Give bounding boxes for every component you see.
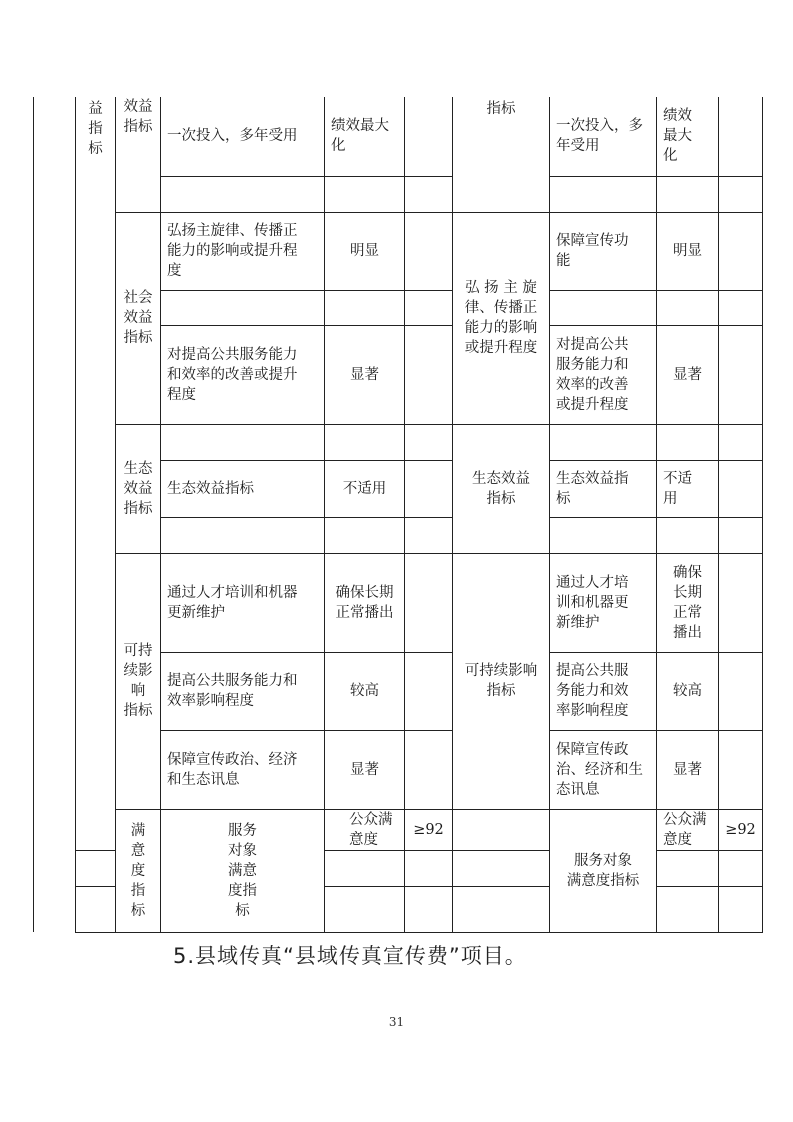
blank-cell <box>719 325 763 424</box>
indicator-cell-2: 通过人才培 训和机器更 新维护 <box>550 553 657 652</box>
subcategory-sustainable: 可持 续影 响 指标 <box>116 553 161 809</box>
blank-cell <box>405 553 453 652</box>
value-cell: 确保长期 正常播出 <box>325 553 405 652</box>
blank-cell <box>405 212 453 290</box>
value-cell <box>325 517 405 553</box>
category-satisfaction: 满 意 度 指 标 <box>116 809 161 932</box>
blank-cell <box>405 97 453 176</box>
blank-cell <box>719 850 763 886</box>
indicator-cell-2: 一次投入，多 年受用 <box>550 97 657 176</box>
value-cell <box>325 176 405 212</box>
subcategory-economic: 效益 指标 <box>116 97 161 212</box>
value-cell-2: 绩效 最大 化 <box>657 97 719 176</box>
indicator-cell <box>161 176 325 212</box>
blank-cell <box>719 517 763 553</box>
indicator-cell-2 <box>550 176 657 212</box>
blank-cell <box>719 424 763 460</box>
value-cell <box>325 886 405 932</box>
blank-cell <box>405 176 453 212</box>
blank-cell <box>453 809 550 850</box>
section-heading: 5.县域传真“县域传真宣传费”项目。 <box>173 944 527 968</box>
indicator-cell-2: 生态效益指 标 <box>550 460 657 517</box>
indicator-cell <box>76 850 116 886</box>
mid-category-sustainable: 可持续影响 指标 <box>453 553 550 809</box>
blank-cell <box>719 652 763 730</box>
value-cell: 不适用 <box>325 460 405 517</box>
blank-cell <box>405 850 453 886</box>
indicator-cell: 保障宣传政治、经济 和生态讯息 <box>161 730 325 809</box>
blank-cell <box>405 886 453 932</box>
indicator-cell-2 <box>453 850 550 886</box>
value-cell-2 <box>657 290 719 325</box>
value-cell-2: 不适 用 <box>657 460 719 517</box>
mid-category-ecological: 生态效益 指标 <box>453 424 550 553</box>
blank-cell <box>405 424 453 460</box>
value-cell-2: ≥92 <box>719 809 763 850</box>
blank-cell <box>719 730 763 809</box>
indicator-cell: 公众满意度 <box>325 809 405 850</box>
value-cell: 显著 <box>325 730 405 809</box>
subcategory-service-satisfaction: 服务 对象 满意 度指 标 <box>161 809 325 932</box>
indicator-cell-2: 保障宣传政 治、经济和生 态讯息 <box>550 730 657 809</box>
blank-cell <box>719 97 763 176</box>
value-cell <box>325 850 405 886</box>
indicator-cell <box>76 886 116 932</box>
indicator-cell <box>161 290 325 325</box>
blank-cell <box>405 730 453 809</box>
blank-cell <box>719 176 763 212</box>
value-cell-2: 确保 长期 正常 播出 <box>657 553 719 652</box>
blank-cell <box>719 886 763 932</box>
mid-category-satisfaction: 服务对象 满意度指标 <box>550 809 657 932</box>
indicator-cell-2 <box>550 424 657 460</box>
indicator-cell-2: 保障宣传功 能 <box>550 212 657 290</box>
indicator-cell-2 <box>550 290 657 325</box>
blank-cell <box>405 325 453 424</box>
indicator-cell <box>161 424 325 460</box>
indicator-cell-2: 对提高公共 服务能力和 效率的改善 或提升程度 <box>550 325 657 424</box>
mid-category-social: 弘 扬 主 旋 律、传播正 能力的影响 或提升程度 <box>453 212 550 424</box>
blank-cell <box>719 553 763 652</box>
value-cell-2 <box>657 424 719 460</box>
value-cell-2: 较高 <box>657 652 719 730</box>
blank-cell <box>405 517 453 553</box>
value-cell: 显著 <box>325 325 405 424</box>
value-cell-2 <box>657 176 719 212</box>
indicator-cell: 生态效益指标 <box>161 460 325 517</box>
indicator-cell: 对提高公共服务能力 和效率的改善或提升 程度 <box>161 325 325 424</box>
value-cell-2 <box>657 886 719 932</box>
indicator-cell-2 <box>453 886 550 932</box>
value-cell-2 <box>657 517 719 553</box>
value-cell-2: 明显 <box>657 212 719 290</box>
indicator-cell: 弘扬主旋律、传播正 能力的影响或提升程 度 <box>161 212 325 290</box>
value-cell-2 <box>657 850 719 886</box>
blank-cell <box>719 212 763 290</box>
indicator-cell: 通过人才培训和机器 更新维护 <box>161 553 325 652</box>
subcategory-social: 社会 效益 指标 <box>116 212 161 424</box>
value-cell-2: 显著 <box>657 730 719 809</box>
value-cell: 绩效最大 化 <box>325 97 405 176</box>
value-cell: 明显 <box>325 212 405 290</box>
blank-cell <box>719 290 763 325</box>
category-benefit-indicator: 益 指 标 <box>76 97 116 850</box>
indicator-cell-2: 公众满意度 <box>657 809 719 850</box>
page-number: 31 <box>388 1015 405 1029</box>
indicator-cell: 一次投入，多年受用 <box>161 97 325 176</box>
indicator-cell <box>161 517 325 553</box>
indicator-cell-2 <box>550 517 657 553</box>
subcategory-ecological: 生态 效益 指标 <box>116 424 161 553</box>
blank-cell <box>405 652 453 730</box>
value-cell: ≥92 <box>405 809 453 850</box>
performance-indicator-table <box>33 97 763 933</box>
blank-cell <box>405 460 453 517</box>
indicator-cell-2: 提高公共服 务能力和效 率影响程度 <box>550 652 657 730</box>
indicator-cell: 提高公共服务能力和 效率影响程度 <box>161 652 325 730</box>
outer-column <box>34 97 76 932</box>
value-cell <box>325 424 405 460</box>
value-cell-2: 显著 <box>657 325 719 424</box>
value-cell: 较高 <box>325 652 405 730</box>
blank-cell <box>719 460 763 517</box>
blank-cell <box>405 290 453 325</box>
value-cell <box>325 290 405 325</box>
mid-category-economic: 指标 <box>453 97 550 212</box>
